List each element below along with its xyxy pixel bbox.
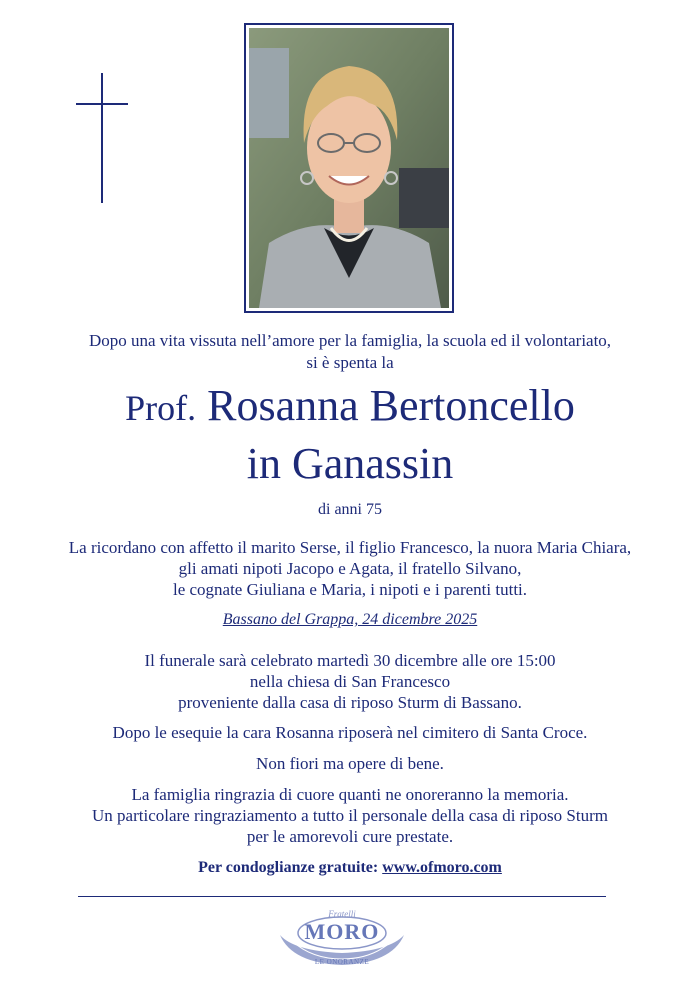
funeral-line-2: nella chiesa di San Francesco (249, 672, 451, 691)
family-line-2: gli amati nipoti Jacopo e Agata, il fratello Silvano, (178, 559, 522, 578)
family-line-3: le cognate Giuliana e Maria, i nipoti e i parenti tutti. (172, 580, 528, 599)
divider (78, 896, 606, 897)
flowers-text: Non fiori ma opere di bene. (256, 754, 444, 773)
thanks-line-1: La famiglia ringrazia di cuore quanti ne onoreranno la memoria. (131, 785, 569, 804)
condolences-label: Per condoglianze gratuite: (198, 859, 379, 876)
condolences-line (0, 858, 700, 878)
condolences-link[interactable]: www.ofmoro.com (382, 859, 502, 876)
portrait-photo (244, 23, 454, 313)
funeral-line-1: Il funerale sarà celebrato martedì 30 dicembre alle ore 15:00 (144, 651, 556, 670)
deceased-full-name: Rosanna Bertoncello (207, 381, 575, 430)
deceased-age: di anni 75 (318, 501, 382, 518)
deceased-married-name: in Ganassin (246, 439, 454, 488)
place-date (0, 610, 700, 630)
thanks-text (0, 784, 700, 847)
logo-top-text: Fratelli (328, 909, 356, 919)
intro-text (0, 330, 700, 374)
intro-line-2: si è spenta la (306, 353, 394, 372)
thanks-line-3: per le amorevoli cure prestate. (246, 827, 454, 846)
intro-line-1: Dopo una vita vissuta nell’amore per la famiglia, la scuola ed il volontariato, (88, 331, 612, 350)
logo-bottom-text: LE ONORANZE (314, 958, 370, 966)
thanks-line-2: Un particolare ringraziamento a tutto il personale della casa di riposo Sturm (92, 806, 608, 825)
burial-text: Dopo le esequie la cara Rosanna riposerà nel cimitero di Santa Croce. (112, 723, 588, 742)
family-text (0, 537, 700, 600)
deceased-title: Prof. (125, 388, 197, 428)
moro-logo (272, 905, 412, 977)
funeral-text (0, 650, 700, 713)
funeral-line-3: proveniente dalla casa di riposo Sturm di Bassano. (178, 693, 522, 712)
logo-name-text: MORO (304, 919, 380, 944)
portrait-image (249, 28, 449, 308)
place-date-text: Bassano del Grappa, 24 dicembre 2025 (222, 611, 478, 628)
family-line-1: La ricordano con affetto il marito Serse, il figlio Francesco, la nuora Maria Chiara, (68, 538, 632, 557)
cross-icon (76, 73, 128, 203)
deceased-name (0, 380, 700, 434)
